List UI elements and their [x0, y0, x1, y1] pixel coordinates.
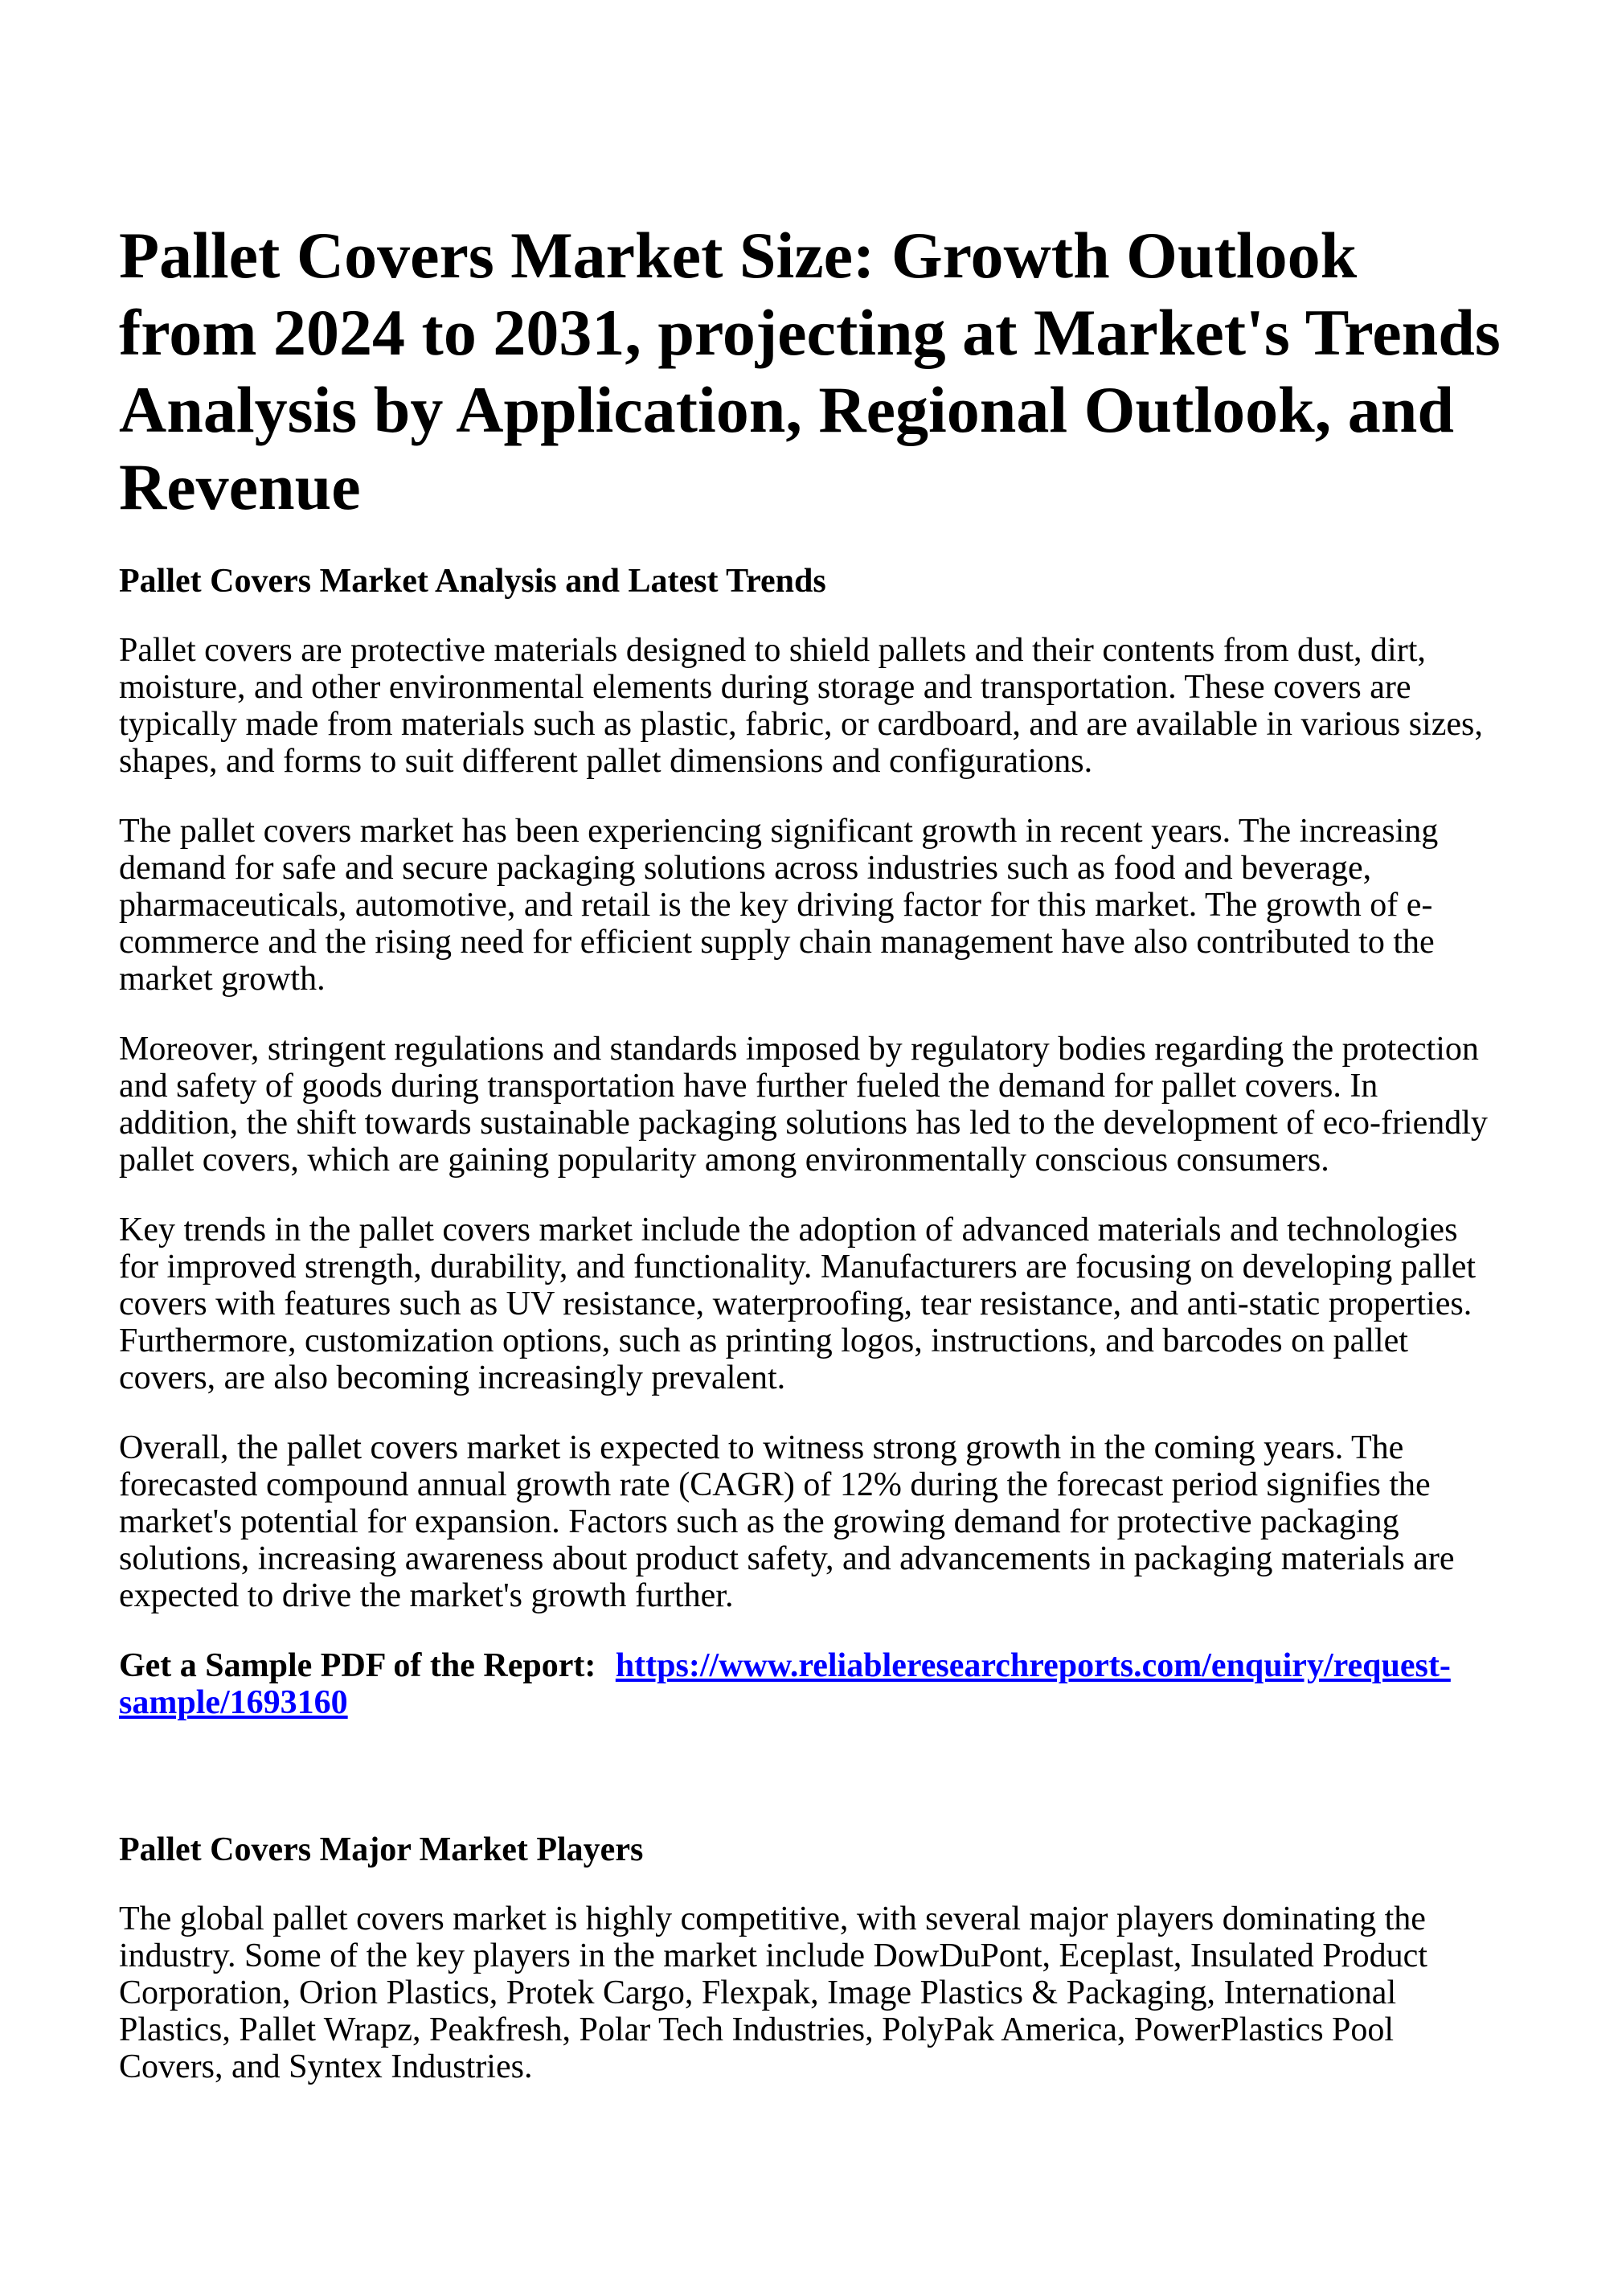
sample-cta-label: Get a Sample PDF of the Report:	[119, 1647, 596, 1684]
article-title: Pallet Covers Market Size: Growth Outlook from 2024 to 2031, projecting at Market's Trends Analysis by Application, Regional Outlook, and Revenue	[119, 219, 1501, 523]
section-heading-players: Pallet Covers Major Market Players	[119, 1831, 644, 1868]
sample-cta	[119, 1647, 1503, 1721]
paragraph-intro-1: Pallet covers are protective materials designed to shield pallets and their contents from dust, dirt, moisture, and other environmental elements during storage and transportation. These covers are typically made from materials such as plastic, fabric, or cardboard, and are available in various sizes, shapes, and forms to suit different pallet dimensions and configurations.	[119, 632, 1483, 780]
paragraph-intro-2: The pallet covers market has been experiencing significant growth in recent years. The increasing demand for safe and secure packaging solutions across industries such as food and beverage, pharmaceuticals, automotive, and retail is the key driving factor for this market. The growth of e-commerce and the rising need for efficient supply chain management have also contributed to the market growth.	[119, 813, 1439, 998]
paragraph-intro-3: Moreover, stringent regulations and standards imposed by regulatory bodies regarding the protection and safety of goods during transportation have further fueled the demand for pallet covers. In addition, the shift towards sustainable packaging solutions has led to the development of eco-friendly pallet covers, which are gaining popularity among environmentally conscious consumers.	[119, 1031, 1488, 1179]
section-heading-analysis: Pallet Covers Market Analysis and Latest Trends	[119, 563, 826, 600]
sample-report-link[interactable]: https://www.reliableresearchreports.com/enquiry/request-sample/1693160	[119, 1647, 1451, 1721]
paragraph-intro-5: Overall, the pallet covers market is expected to witness strong growth in the coming years. The forecasted compound annual growth rate (CAGR) of 12% during the forecast period signifies the market's potential for expansion. Factors such as the growing demand for protective packaging solutions, increasing awareness about product safety, and advancements in packaging materials are expected to drive the market's growth further.	[119, 1429, 1455, 1614]
paragraph-intro-4: Key trends in the pallet covers market include the adoption of advanced materials and technologies for improved strength, durability, and functionality. Manufacturers are focusing on developing pallet covers with features such as UV resistance, waterproofing, tear resistance, and anti-static properties. Furthermore, customization options, such as printing logos, instructions, and barcodes on pallet covers, are also becoming increasingly prevalent.	[119, 1212, 1477, 1396]
paragraph-players: The global pallet covers market is highly competitive, with several major players dominating the industry. Some of the key players in the market include DowDuPont, Eceplast, Insulated Product Corporation, Orion Plastics, Protek Cargo, Flexpak, Image Plastics & Packaging, International Plastics, Pallet Wrapz, Peakfresh, Polar Tech Industries, PolyPak America, PowerPlastics Pool Covers, and Syntex Industries.	[119, 1900, 1427, 2085]
